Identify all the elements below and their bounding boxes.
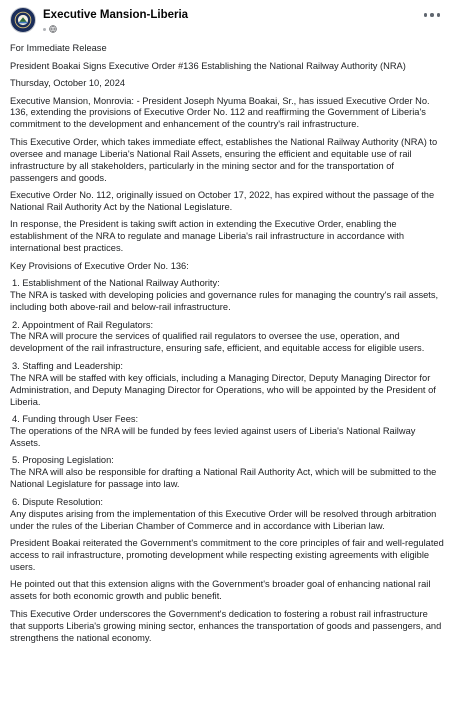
- provision-item: [10, 497, 444, 533]
- provision-title: 2. Appointment of Rail Regulators:: [12, 319, 154, 330]
- provision-body: The NRA will also be responsible for drafting a National Rail Authority Act, which will be submitted to the National Legislature for passage into law.: [10, 467, 437, 490]
- post-date: Thursday, October 10, 2024: [10, 78, 126, 88]
- paragraph-closing: This Executive Order underscores the Government's dedication to fostering a robust rail infrastructure that supports Liberia's growing mining sector, enhances the transportation of goods and passengers, and strengthens the national economy.: [10, 608, 442, 643]
- paragraph-closing: President Boakai reiterated the Government's commitment to the core principles of fair and well-regulated access to rail infrastructure, promoting development while respecting existing agreements with eligible users.: [10, 538, 444, 572]
- provision-body: The NRA is tasked with developing policies and governance rules for managing the country's rail assets, including both above-rail and below-rail infrastructure.: [10, 290, 439, 313]
- provision-title: 1. Establishment of the National Railway Authority:: [12, 278, 220, 289]
- post-header: [0, 0, 452, 40]
- separator-dot: [43, 28, 46, 31]
- paragraph-intro: Executive Mansion, Monrovia: - President Joseph Nyuma Boakai, Sr., has issued Executive Order No. 136, extending the provisions of Executive Order No. 112 and reaffirming the Government of Liberia's commitment to the development and enhancement of the country's rail infrastructure.: [10, 95, 430, 130]
- paragraph-expiry: Executive Order No. 112, originally issued on October 17, 2022, has expired without the passage of the National Rail Authority Act by the National Legislature.: [10, 190, 435, 212]
- provision-body: The NRA will procure the services of qualified rail regulators to oversee the use, operation, and development of the rail infrastructure, ensuring safe, efficient, and equitable access for eligible users.: [10, 331, 425, 354]
- more-dot: [424, 13, 428, 17]
- provision-item: [10, 414, 444, 450]
- more-dot: [430, 13, 434, 17]
- provision-body: The operations of the NRA will be funded by fees levied against users of Liberia's National Railway Assets.: [10, 426, 416, 448]
- provisions-heading: Key Provisions of Executive Order No. 136:: [10, 260, 189, 271]
- globe-icon[interactable]: [49, 25, 57, 33]
- provision-item: [10, 278, 444, 314]
- provision-item: [10, 361, 444, 409]
- more-options-icon[interactable]: [424, 13, 441, 17]
- provision-body: Any disputes arising from the implementation of this Executive Order will be resolved through arbitration under the rules of the Liberian Chamber of Commerce and in accordance with Liberian law.: [10, 508, 437, 531]
- paragraph-effect: This Executive Order, which takes immediate effect, establishes the National Railway Authority (NRA) to oversee and manage Liberia's National Rail Assets, ensuring the efficient and equitable use of rail infrastructure by all stakeholders, particularly in the mining sector and for the transportation of passengers and goods.: [10, 136, 438, 183]
- more-dot: [437, 13, 441, 17]
- provision-body: The NRA will be staffed with key officials, including a Managing Director, Deputy Managing Director for Administration, and Deputy Managing Director for Operations, who will be appointed by the President of Liberia.: [10, 372, 436, 407]
- release-line: For Immediate Release: [10, 43, 107, 53]
- post-meta: [43, 25, 57, 33]
- provision-item: [10, 320, 444, 356]
- page-name-link[interactable]: Executive Mansion-Liberia: [43, 9, 189, 21]
- post-body: [10, 43, 444, 650]
- seal-avatar-icon[interactable]: [10, 7, 36, 33]
- provision-title: 3. Staffing and Leadership:: [12, 360, 123, 371]
- paragraph-closing: He pointed out that this extension aligns with the Government's broader goal of enhancing national rail assets for both economic growth and public benefit.: [10, 579, 431, 602]
- post-headline: President Boakai Signs Executive Order #136 Establishing the National Railway Authority (NRA): [10, 60, 406, 71]
- provision-item: [10, 455, 444, 491]
- provision-title: 6. Dispute Resolution:: [12, 496, 103, 507]
- paragraph-response: In response, the President is taking swift action in extending the Executive Order, enabling the establishment of the NRA to regulate and manage Liberia's rail infrastructure in accordance with international best practices.: [10, 219, 405, 254]
- provision-title: 4. Funding through User Fees:: [12, 414, 139, 425]
- provision-title: 5. Proposing Legislation:: [12, 455, 114, 466]
